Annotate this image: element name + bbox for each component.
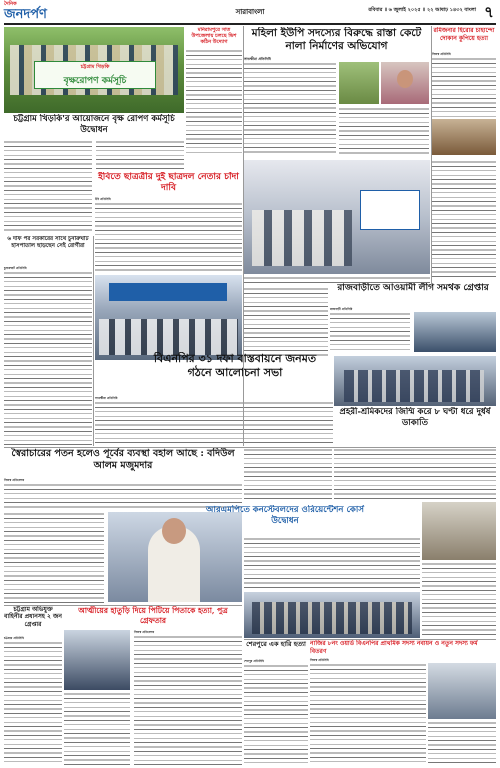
article-a13 bbox=[64, 606, 242, 766]
a7-photo bbox=[414, 312, 496, 352]
constables bbox=[252, 602, 412, 634]
section-title: সারাবাংলা bbox=[235, 8, 265, 16]
a11-headline: আরএমপিতে কনস্টেবলদের ওরিয়েন্টেশন কোর্স উদ্বোধন bbox=[206, 505, 364, 526]
a9-body-3 bbox=[4, 574, 104, 604]
a2-photo-road bbox=[339, 62, 379, 104]
a12-body bbox=[4, 641, 62, 766]
col-rule-1 bbox=[243, 26, 244, 446]
a8-body bbox=[95, 401, 333, 445]
masthead bbox=[0, 0, 500, 24]
a6-byline: ইবি প্রতিনিধি bbox=[95, 197, 111, 201]
a14-headline: শেরপুরে এক হারি হত্যা bbox=[246, 640, 306, 648]
article-a7-head bbox=[330, 283, 496, 353]
poster bbox=[360, 190, 420, 230]
a11-head-area bbox=[196, 505, 374, 535]
a12-headline: চট্টগ্রাম অভিযুক্ত বাহিনীর প্রধানসহ ২ জন গ্রেপ্তার bbox=[4, 606, 62, 628]
article-a10 bbox=[334, 407, 496, 447]
a1-headline: মনিরামপুরে সাত উপজেলায় চলছে ভিশ কঠিন উদ্যোগ bbox=[191, 27, 237, 45]
a15-body bbox=[310, 663, 426, 766]
article-a2 bbox=[244, 27, 429, 157]
a11-body bbox=[244, 537, 420, 589]
article-a12 bbox=[4, 606, 62, 766]
page-number: ৭ bbox=[484, 3, 494, 21]
article-a5 bbox=[4, 236, 92, 446]
a4-body-left bbox=[4, 140, 92, 232]
issue-date: রবিবার ॥ ৬ জুলাই ২০২৫ ॥ ২২ আষাঢ় ১৪৩২ বাংলা bbox=[368, 7, 476, 13]
a9-byline: নিজস্ব প্রতিবেদক bbox=[4, 478, 25, 482]
audience bbox=[99, 319, 238, 355]
a3-byline: নিজস্ব প্রতিনিধি bbox=[432, 52, 451, 56]
a3-headline: রমিজনার হিরোর চাহান্দো দোকান কুপিয়ে হত্যা bbox=[433, 27, 495, 42]
logo-main: জনদর্পণ bbox=[4, 7, 47, 22]
a15-photo bbox=[428, 663, 496, 719]
row-rule-3 bbox=[244, 639, 496, 640]
a13-headline: আত্মীয়ের হাতুড়ি দিয়ে পিটিয়ে পিতাকে হত্যা, পুত্র গ্রেফতার bbox=[78, 606, 228, 625]
a2-byline: সাতক্ষীরা প্রতিনিধি bbox=[244, 57, 271, 61]
plantation-banner bbox=[34, 61, 156, 89]
logo[interactable] bbox=[4, 1, 64, 21]
a13-photo bbox=[64, 630, 130, 690]
a5-body bbox=[4, 271, 92, 445]
article-a14 bbox=[244, 640, 308, 766]
logo-small: দৈনিক bbox=[4, 1, 17, 7]
article-a6 bbox=[95, 172, 242, 272]
a7-byline: রাজবাড়ী প্রতিনিধি bbox=[330, 307, 353, 311]
a13-body-2 bbox=[64, 692, 130, 766]
a13-byline: নিজস্ব প্রতিবেদক bbox=[134, 630, 155, 634]
a14-body bbox=[244, 664, 308, 766]
a14-byline: শেরপুর প্রতিনিধি bbox=[244, 659, 264, 663]
a15-headline: নাজির ৮নং ওয়ার্ড বিএনপির প্রাথমিক সদস্য নবায়ন ও নতুন সদস্য ফর্ম বিতরণ bbox=[310, 640, 478, 655]
a6-headline: ইবিতে ছাত্রত্রীর দুই ছাত্রদল নেতার চাঁদা দাবি bbox=[98, 172, 239, 193]
a7-headline: রাজবাড়ীতে আওয়ামী লীগ সমর্থক গ্রেপ্তার bbox=[337, 283, 489, 293]
a8-body-top bbox=[244, 287, 328, 357]
a15-body-2 bbox=[428, 721, 496, 766]
a6-body bbox=[95, 202, 242, 272]
a8-body-wrap bbox=[95, 396, 333, 446]
a3-body bbox=[432, 57, 496, 117]
masthead-rule bbox=[4, 23, 496, 25]
tree-plantation-photo bbox=[4, 27, 184, 113]
face bbox=[397, 70, 413, 88]
a9-body-2 bbox=[4, 512, 104, 572]
a7-body-2 bbox=[330, 312, 410, 352]
banner-top-text: চট্টগ্রাম খিড়কি bbox=[80, 64, 110, 70]
row-rule-1 bbox=[4, 447, 496, 448]
a13-body bbox=[134, 635, 242, 766]
a2-body bbox=[244, 62, 336, 156]
office-photo bbox=[244, 160, 430, 274]
a4-body-mid bbox=[96, 140, 184, 170]
col-rule-3 bbox=[93, 236, 94, 446]
police-row bbox=[344, 370, 484, 402]
article-a8 bbox=[244, 287, 328, 357]
a10-headline: প্রহরী-শ্রমিকদের জিম্মি করে ৮ ঘণ্টা ধরে দুর্ধর্ষ ডাকাতি bbox=[339, 407, 491, 428]
a5-headline: ৬ দফি পর সরকারের সাথে চুনারুঘাট হাসপাতাল ছাড়ছেন সেই রোগীরা bbox=[7, 236, 89, 249]
a3-photo bbox=[432, 119, 496, 155]
a11-body-top bbox=[244, 448, 332, 500]
a8-headline-box bbox=[140, 352, 330, 396]
stage-banner bbox=[109, 283, 227, 301]
meeting-photo bbox=[95, 275, 242, 360]
banner-text: বৃক্ষরোপণ কর্মসূচি bbox=[63, 76, 127, 86]
a12-byline: চট্টগ্রাম প্রতিনিধি bbox=[4, 636, 24, 640]
a4-headline: চট্টগ্রাম খিড়কি'র আয়োজনে বৃক্ষ রোপণ কর্মসূচি উদ্বোধন bbox=[13, 114, 175, 135]
row-rule-2 bbox=[4, 605, 242, 606]
officials-row bbox=[252, 210, 352, 266]
article-a15 bbox=[310, 640, 496, 766]
a8-byline: সাতক্ষীরা প্রতিনিধি bbox=[95, 396, 118, 400]
a10-photo-2 bbox=[422, 502, 496, 560]
constable-photo bbox=[244, 592, 420, 638]
a2-body-2 bbox=[339, 107, 429, 156]
a2-photo-woman bbox=[381, 62, 429, 104]
article-a7 bbox=[432, 160, 496, 280]
a15-byline: নিজস্ব প্রতিনিধি bbox=[310, 658, 329, 662]
speaker-head bbox=[162, 518, 186, 544]
a10-body bbox=[334, 448, 496, 500]
a2-headline: মহিলা ইউপি সদস্যের বিরুদ্ধে রাস্তা কেটে নালা নির্মাণের অভিযোগ bbox=[251, 27, 422, 52]
a5-byline: চুনারুঘাট প্রতিনিধি bbox=[4, 266, 27, 270]
a10-body-3 bbox=[422, 562, 496, 638]
a7-body bbox=[432, 160, 496, 280]
a9-headline: স্বৈরাচারের পতন হলেও পূর্বের ব্যবস্থা বহাল আছে : বদিউল আলম মজুমদার bbox=[11, 448, 235, 471]
article-a3 bbox=[432, 27, 496, 157]
crime-photo bbox=[334, 356, 496, 406]
a8-headline: বিএনপির ৩১ দফা বাস্তবায়নে জনমত গঠনে আলোচনা সভা bbox=[153, 352, 317, 379]
col-rule-2 bbox=[431, 26, 432, 286]
